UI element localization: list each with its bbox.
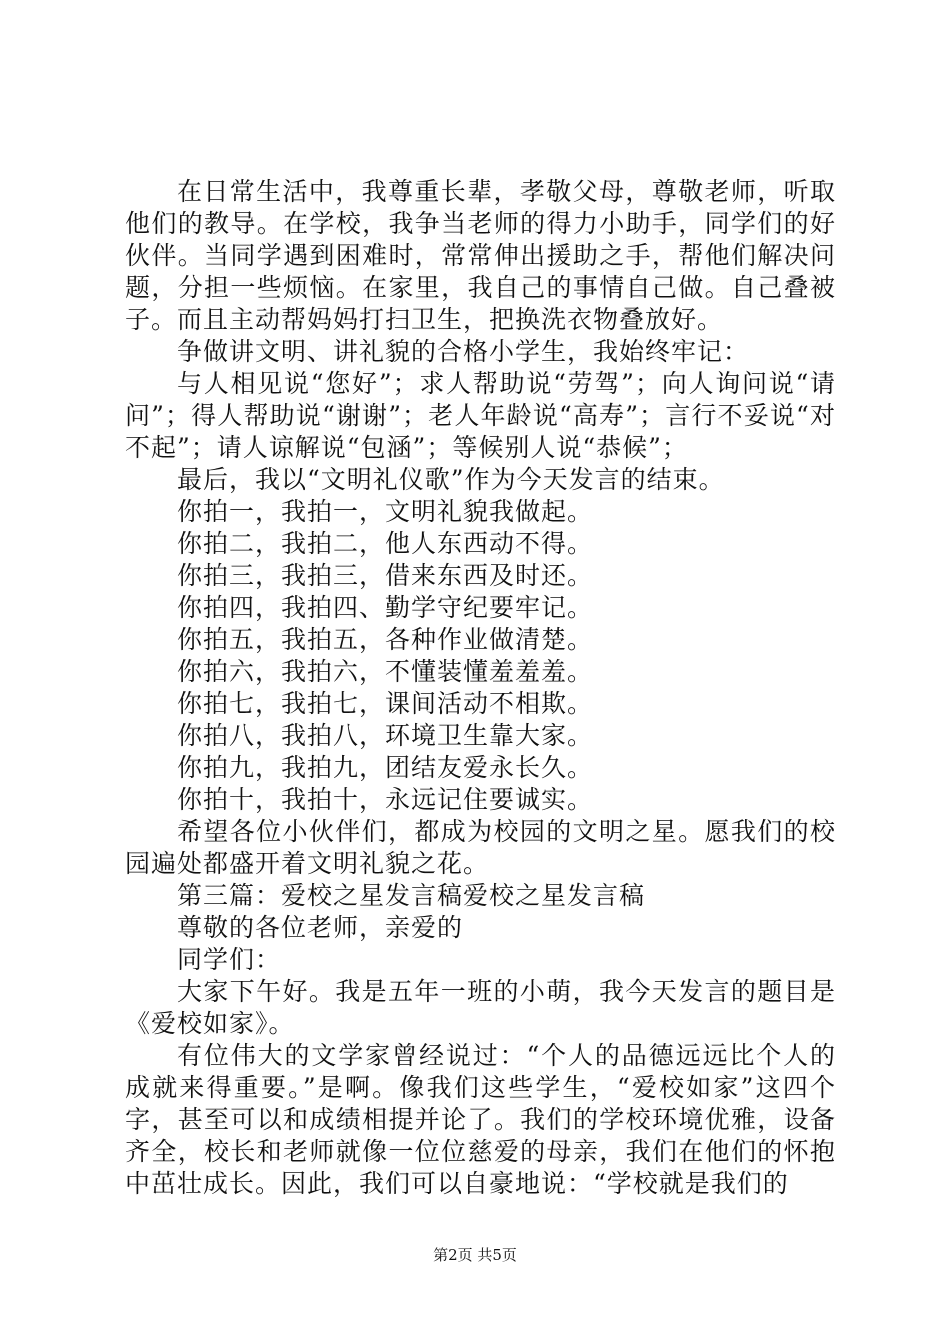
page-number: 第2页 共5页	[433, 1246, 517, 1264]
paragraph: 争做讲文明、讲礼貌的合格小学生，我始终牢记：	[177, 337, 750, 366]
page-footer	[0, 1244, 950, 1265]
paragraph: 最后，我以“文明礼仪歌”作为今天发言的结束。	[177, 465, 725, 494]
chant-line: 你拍一，我拍一，文明礼貌我做起。	[177, 497, 594, 526]
chant-line: 你拍三，我拍三，借来东西及时还。	[177, 561, 594, 590]
paragraph: 希望各位小伙伴们，都成为校园的文明之星。愿我们的校园遍处都盛开着文明礼貌之花。	[125, 817, 836, 878]
chant-line: 你拍八，我拍八，环境卫生靠大家。	[177, 721, 594, 750]
salutation: 尊敬的各位老师，亲爱的	[177, 913, 464, 942]
chant-line: 你拍九，我拍九，团结友爱永长久。	[177, 753, 594, 782]
salutation: 同学们：	[177, 945, 282, 974]
paragraph: 在日常生活中，我尊重长辈，孝敬父母，尊敬老师，听取他们的教导。在学校，我争当老师的得力小助手，同学们的好伙伴。当同学遇到困难时，常常伸出援助之手，帮他们解决问题，分担一些烦恼。在家里，我自己的事情自己做。自己叠被子。而且主动帮妈妈打扫卫生，把换洗衣物叠放好。	[125, 177, 836, 334]
paragraph: 与人相见说“您好”；求人帮助说“劳驾”；向人询问说“请问”；得人帮助说“谢谢”；老人年龄说“高寿”；言行不妥说“对不起”；请人谅解说“包涵”；等候别人说“恭候”；	[125, 369, 836, 462]
section-heading: 第三篇：爱校之星发言稿爱校之星发言稿	[177, 881, 646, 910]
paragraph: 大家下午好。我是五年一班的小萌，我今天发言的题目是《爱校如家》。	[125, 977, 836, 1038]
chant-line: 你拍二，我拍二，他人东西动不得。	[177, 529, 594, 558]
document-body	[125, 176, 836, 1200]
chant-line: 你拍五，我拍五，各种作业做清楚。	[177, 625, 594, 654]
chant-line: 你拍十，我拍十，永远记住要诚实。	[177, 785, 594, 814]
chant-line: 你拍六，我拍六，不懂装懂羞羞羞。	[177, 657, 594, 686]
paragraph: 有位伟大的文学家曾经说过：“个人的品德远远比个人的成就来得重要。”是啊。像我们这些学生，“爱校如家”这四个字，甚至可以和成绩相提并论了。我们的学校环境优雅，设备齐全，校长和老师就像一位位慈爱的母亲，我们在他们的怀抱中茁壮成长。因此，我们可以自豪地说：“学校就是我们的	[125, 1041, 836, 1198]
chant-line: 你拍七，我拍七，课间活动不相欺。	[177, 689, 594, 718]
chant-line: 你拍四，我拍四、勤学守纪要牢记。	[177, 593, 594, 622]
